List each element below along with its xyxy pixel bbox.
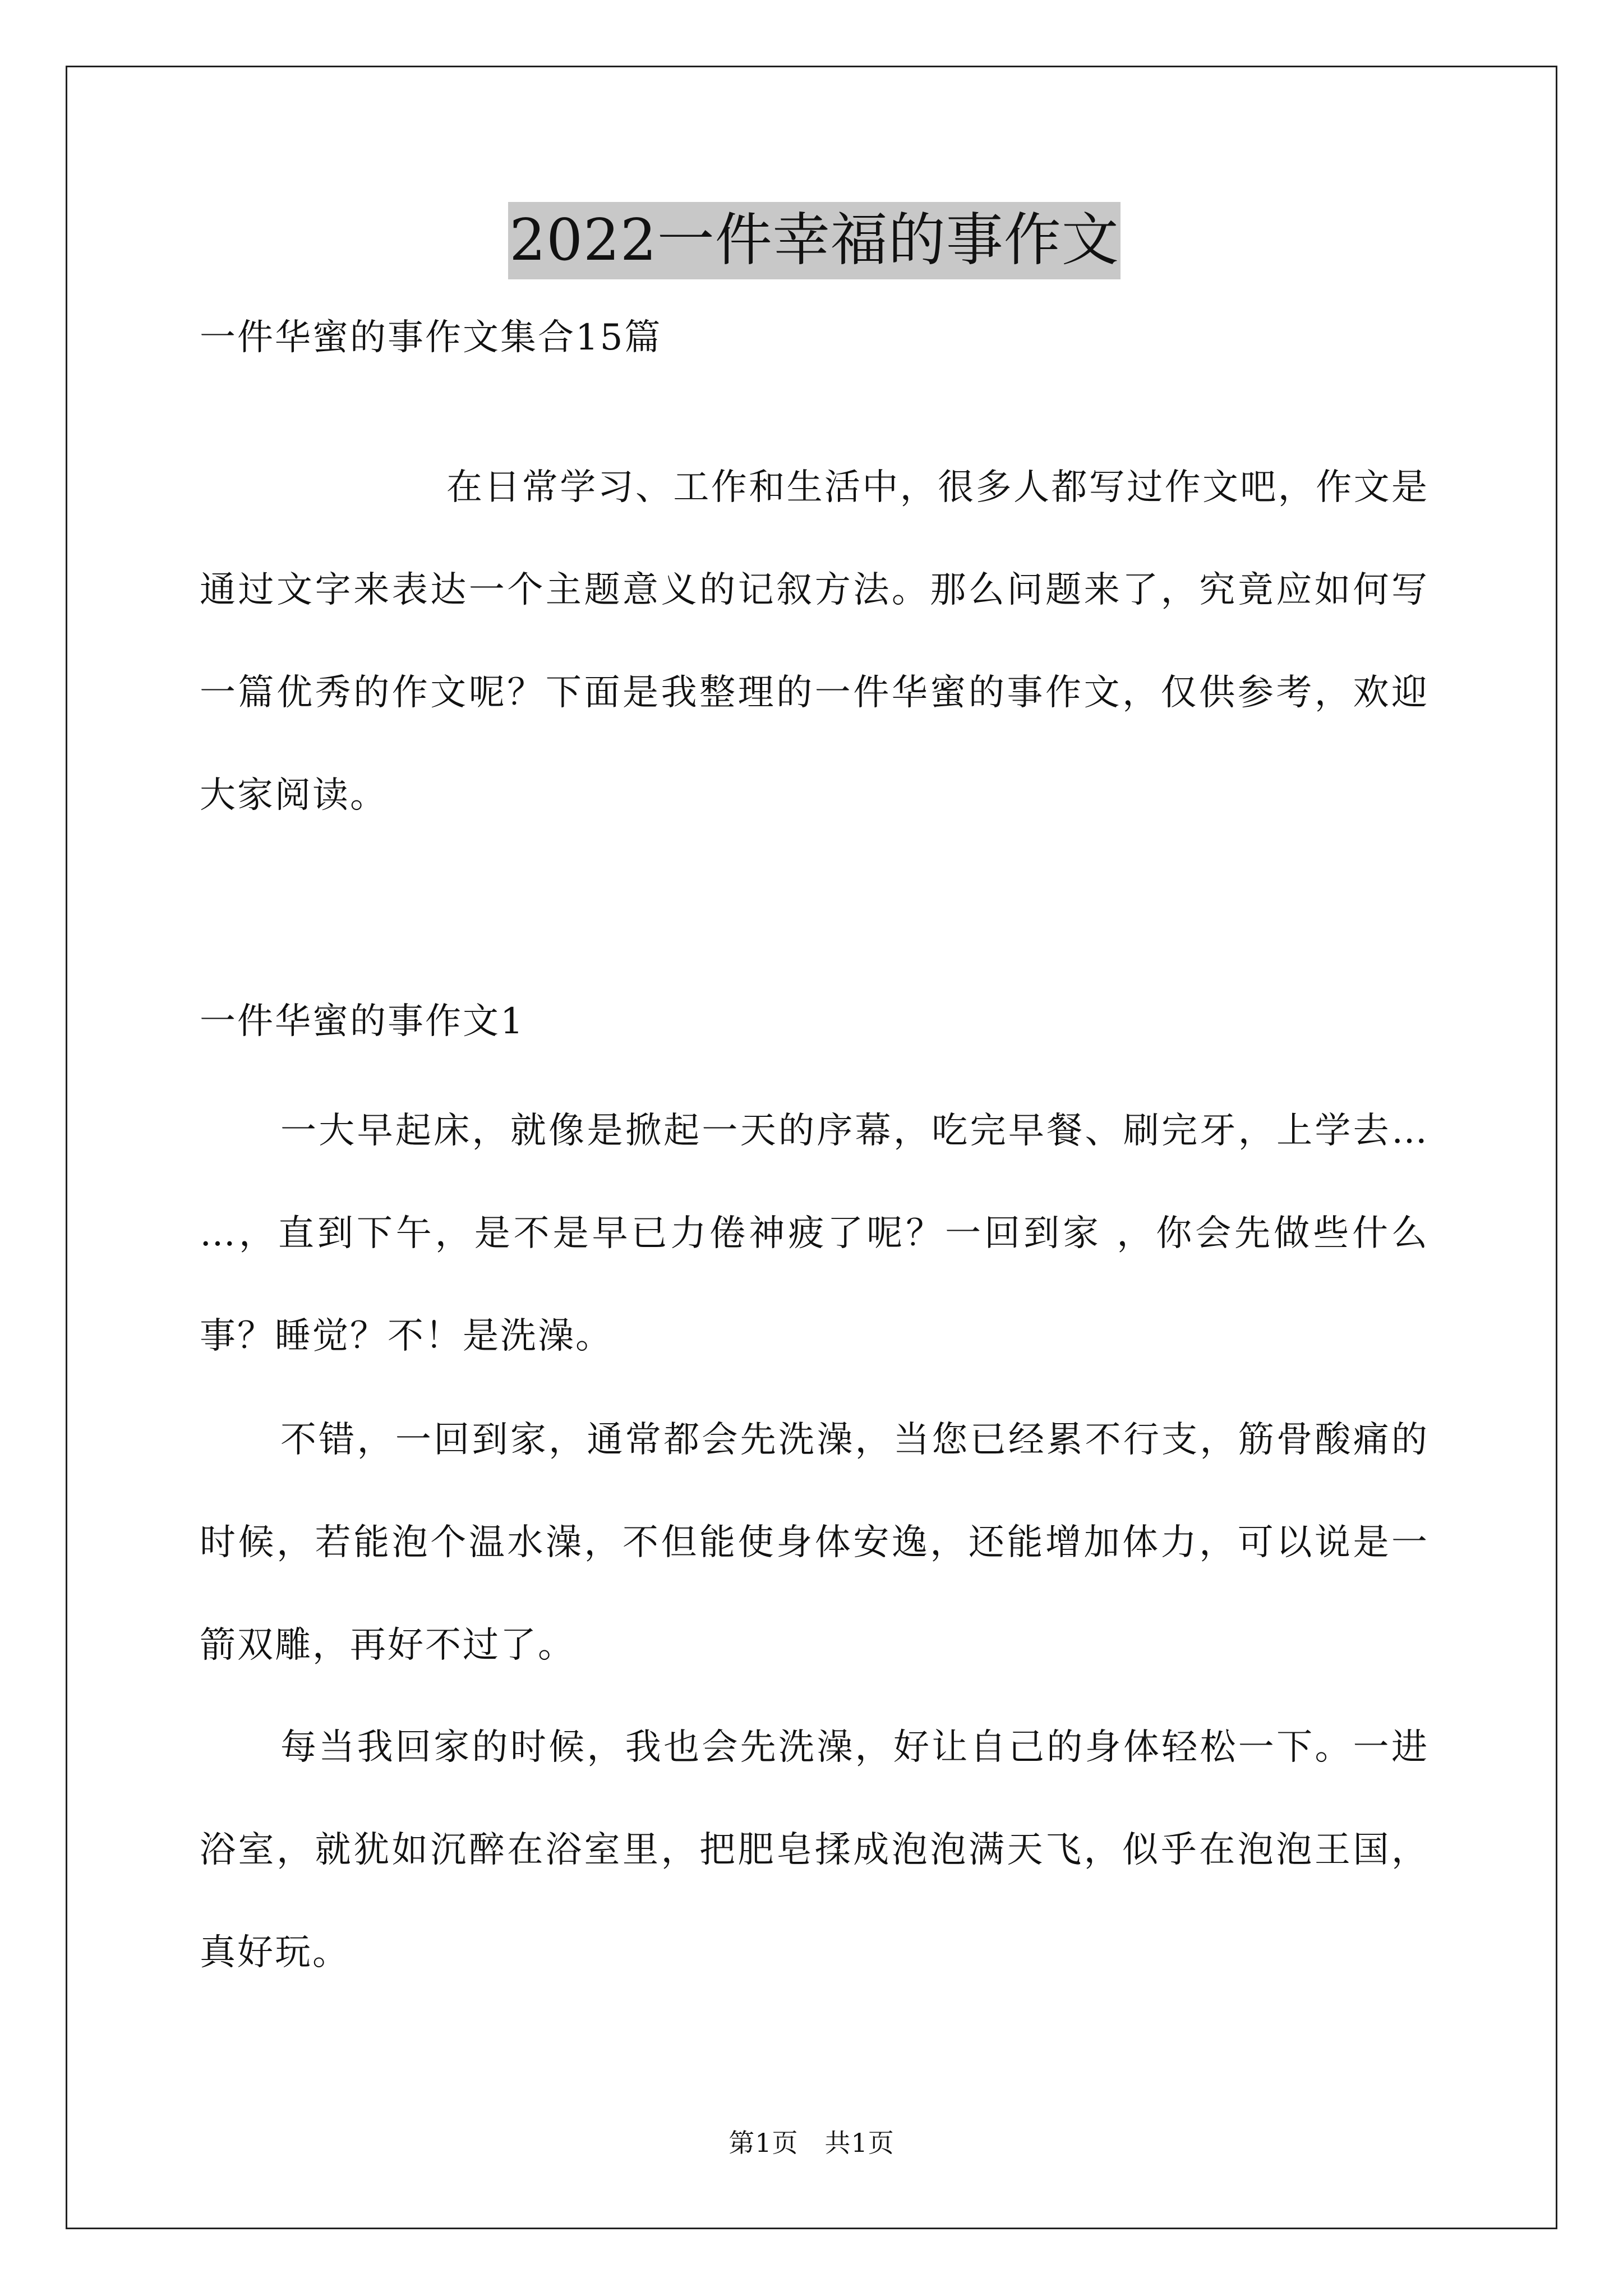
page-footer: 第1页 共1页 [728,2128,895,2158]
document-subtitle: 一件华蜜的事作文集合15篇 [200,317,662,358]
document-title: 2022一件幸福的事作文 [508,202,1121,279]
paragraph-3: 每当我回家的时候，我也会先洗澡，好让自己的身体轻松一下。一进浴室，就犹如沉醉在浴室里，把肥皂揉成泡泡满天飞，似乎在泡泡王国，真好玩。 [200,1727,1429,1973]
title-wrap [200,202,1429,279]
intro-paragraph: 在日常学习、工作和生活中，很多人都写过作文吧，作文是通过文字来表达一个主题意义的记叙方法。那么问题来了，究竟应如何写一篇优秀的作文呢？下面是我整理的一件华蜜的事作文，仅供参考，欢迎大家阅读。 [200,467,1429,816]
paragraph-1: 一大早起床，就像是掀起一天的序幕，吃完早餐、刷完牙，上学去… …，直到下午，是不是早已力倦神疲了呢？一回到家 ，你会先做些什么事？睡觉？不！是洗澡。 [200,1110,1429,1357]
section-heading: 一件华蜜的事作文1 [200,1001,525,1042]
paragraph-2: 不错，一回到家，通常都会先洗澡，当您已经累不行支，筋骨酸痛的时候，若能泡个温水澡，不但能使身体安逸，还能增加体力，可以说是一箭双雕，再好不过了。 [200,1419,1429,1666]
